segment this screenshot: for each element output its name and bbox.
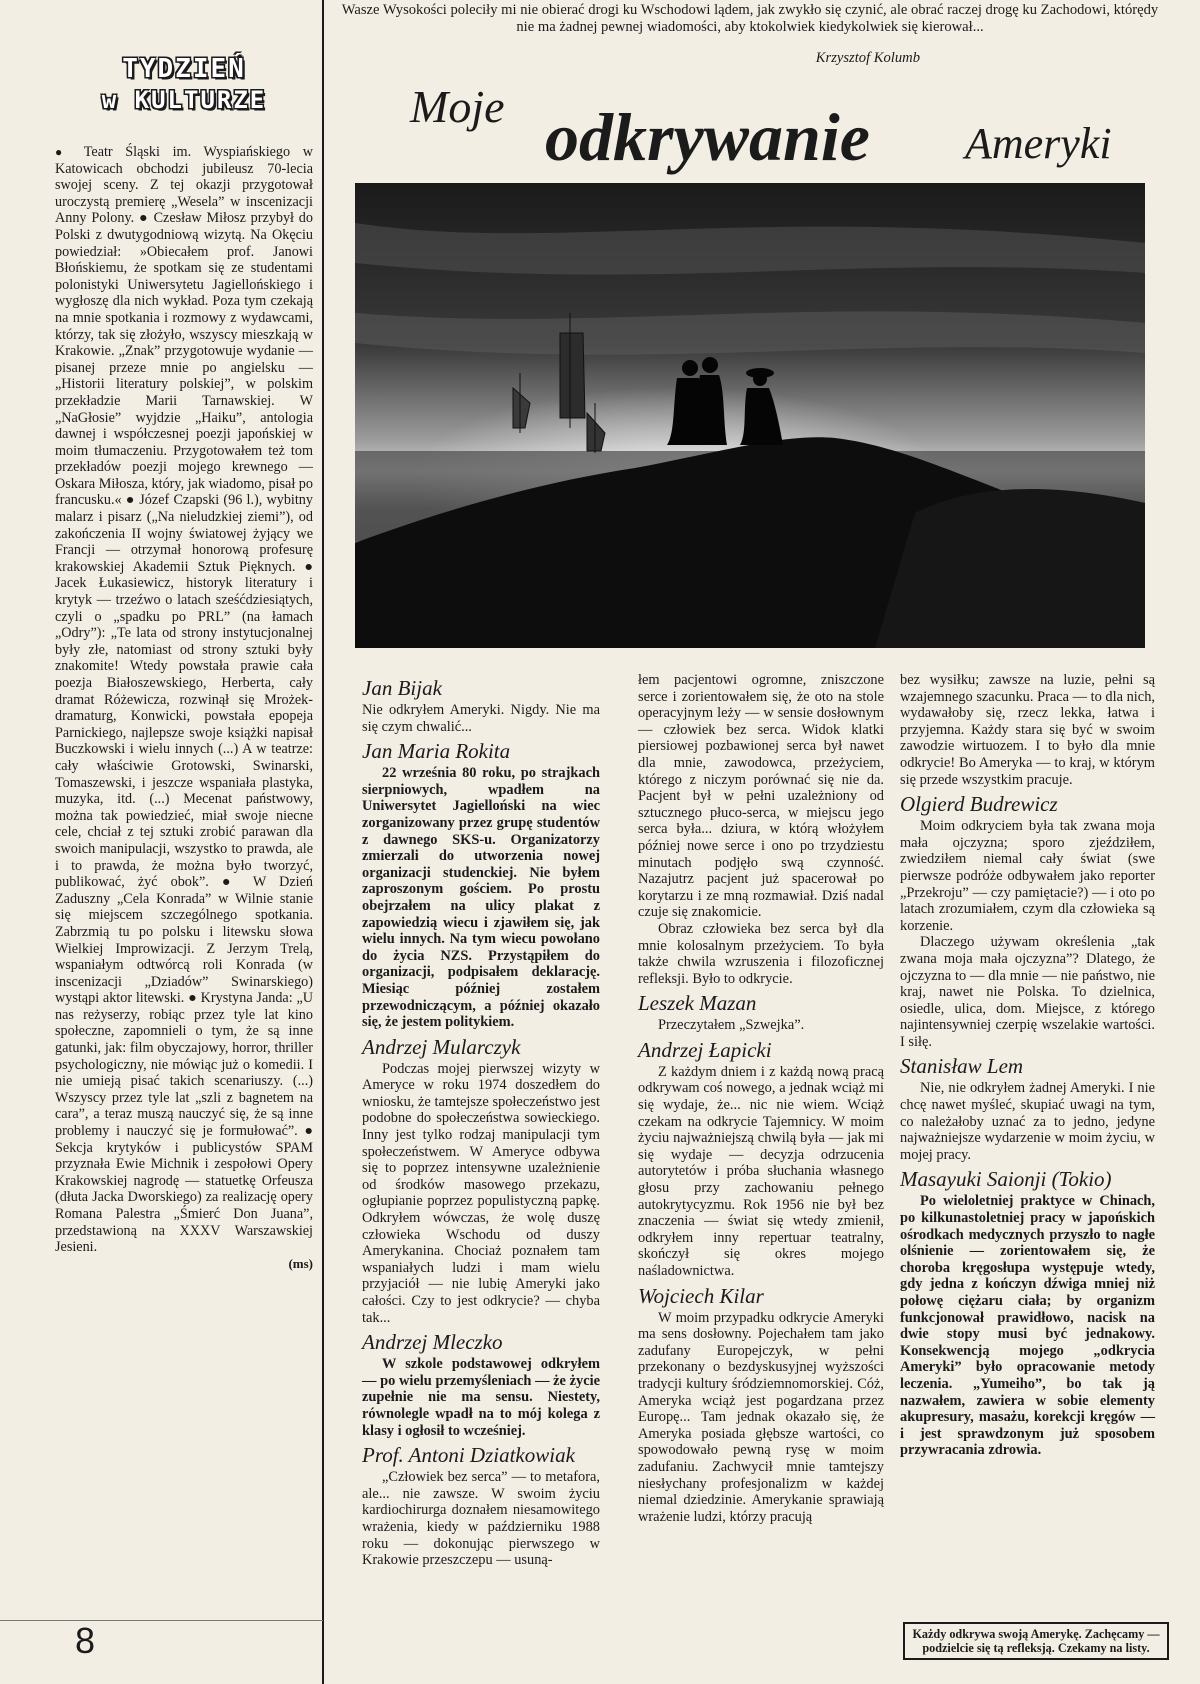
author-statement: Moim odkryciem była tak zwana moja mała ojczyzna; sporo zjeździłem, zwiedziłem niemal cały świat (swe pierwsze podróże odbywałem jako reporter „Przekroju” — czy pamiętacie?) — i oto po latach zrozumiałem, czym dla człowieka są korzenie. xyxy=(900,818,1155,934)
author-statement: Dlaczego używam określenia „tak zwana moja mała ojczyzna”? Dlatego, że ojczyzna to — dla mnie — nie państwo, nie kraj, nawet nie Polska. To dzielnica, osiedle, ulica, dom. Miejsce, z którego najintensywniej czerpię wszelakie wartości. I siłę. xyxy=(900,934,1155,1050)
sidebar-signature: (ms) xyxy=(288,1255,313,1271)
bullet-icon: ● xyxy=(55,145,72,159)
sidebar-tydzien-w-kulturze xyxy=(55,40,313,1272)
author-name: Masayuki Saionji (Tokio) xyxy=(900,1167,1112,1192)
author-statement: Nie odkryłem Ameryki. Nigdy. Nie ma się czym chwalić... xyxy=(362,702,600,735)
author-name: Olgierd Budrewicz xyxy=(900,792,1058,817)
author-statement: Z każdym dniem i z każdą nową pracą odkrywam coś nowego, a jednak wciąż mi się wydaje, że... nic nie wiem. Wciąż czekam na odkrycie Tajemnicy. W moim życiu najważniejszą chwilą była — jak mi się wydaje — decyzja odrzucenia autorytetów i próba słuchania własnego głosu przy zachowaniu pełnego autokrytycyzmu. Rok 1956 nie był bez znaczenia — świat się wtedy zmienił, odkryłem inny repertuar teatralny, skończył się okres mojego naśladownictwa. xyxy=(638,1063,884,1279)
author-statement: Przeczytałem „Szwejka”. xyxy=(658,1017,805,1034)
article-title-word1: Moje xyxy=(410,81,505,132)
author-statement: „Człowiek bez serca” — to metafora, ale... nie zawsze. W swoim życiu kardiochirurga doznałem niesamowitego wrażenia, kiedy w październiku 1988 roku — dokonując pierwszego w Krakowie przeszczepu — usuną- xyxy=(362,1469,600,1569)
author-statement: Nie, nie odkryłem żadnej Ameryki. I nie chcę nawet myśleć, skupiać uwagi na tym, co należałoby uznać za to jedno, jedyne najważniejsze wydarzenie w moim życiu, w mojej pracy. xyxy=(900,1080,1155,1163)
author-statement: Podczas mojej pierwszej wizyty w Ameryce w roku 1974 doszedłem do wniosku, że tamtejsze społeczeństwo jest podobne do społeczeństwa sowieckiego. Inny jest tylko rodzaj manipulacji tym społeczeństwem. W Ameryce odbywa się to poprzez intensywne uzależnienie od środków masowego przekazu, ogłupianie poprzez populistyczną papkę. Odkryłem wówczas, że wolę duszę człowieka Wschodu od duszy Amerykanina. Chociaż poznałem tam wspaniałych ludzi i mam wielu przyjaciół — nie lubię Ameryki jako całości. Czy to jest odkrycie? — chyba tak... xyxy=(362,1060,600,1326)
sidebar-text: Teatr Śląski im. Wyspiańskiego w Katowicach obchodzi jubileusz 70-lecia swojej sceny. Z tej okazji przygotował uroczystą premierę „Wesela” w inscenizacji Anny Polony. ● Czesław Miłosz przybył do Polski z dwutygodniową wizytą. Na Okęciu powiedział: »Obiecałem prof. Janowi Błońskiemu, że spotkam się ze studentami polonistyki Uniwersytetu Jagiellońskiego i wygłoszę dla nich wykład. Poza tym czekają na mnie spotkania i rozmowy z wydawcami, którzy, tak się złożyło, wszyscy mieszkają w Krakowie. „Znak” przygotowuje wydanie — pisanej przeze mnie po angielsku — „Historii literatury polskiej”, w polskim przekładzie Marii Tarnawskiej. W „NaGłosie” wyjdzie „Haiku”, antologia dawnej i współczesnej poezji japońskiej w moim tłumaczeniu. Przygotowałem też tom przekładów poezji mojego krewnego — Oskara Miłosza, który, jak wiadomo, pisał po francusku.« ● Józef Czapski (96 l.), wybitny malarz i pisarz („Na nieludzkiej ziemi”), od zakończenia II wojny światowej żyjący we Francji — otrzymał honorową profesurę krakowskiej Akademii Sztuk Pięknych. ● Jacek Łukasiewicz, historyk literatury i krytyk — trzeźwo o latach sześćdziesiątych, czyli o „spadku po PRL” (na łamach „Odry”): „Te lata od strony instytucjonalnej były złe, natomiast od strony sztuki były znakomite! Wtedy powstała prawie cała poezja Białoszewskiego, Herberta, cały dramat Różewicza, rozwinął się Mrożek-dramaturg, Konwicki, powstała epopeja Parnickiego, najlepsze swoje książki napisał Buczkowski i wielu innych (...) A w teatrze: cały właściwie Grotowski, Swinarski, Tomaszewski, i jeszcze wspaniała plastyka, muzyka, itd. (...) Mecenat państwowy, można tak powiedzieć, miał swoje niecne cele, chciał z tej sztuki zrobić parawan dla swoich manipulacji, wszystko to prawda, ale i to prawda, że można było tworzyć, publikować, żyć obok”. ● W Dzień Zaduszny „Cela Konrada” w Wilnie stanie się miejscem szczególnego spotkania. Zabrzmią tu po polsku i litewsku słowa Wielkiej Improwizacji. Z Jerzym Trelą, wspaniałym odtwórcą roli Konrada (w inscenizacji „Dziadów” Swinarskiego) wystąpi aktor litewski. ● Krystyna Janda: „U nas reżyserzy, robiąc przez tyle lat kino społeczne, zapomnieli o tym, że są inne gatunki, jak: film obyczajowy, horror, thriller psychologiczny, nie mówiąc już o komedii. I nie umieją pisać takich scenariuszy. (...) Wszyscy przez tyle lat „szli z bagnetem na cara”, a teraz muszą nauczyć się, że są inne problemy i nauczyć się je formułować”. ● Sekcja krytyków i publicystów SPAM przyznała Ewie Michnik i zespołowi Opery Krakowskiej nagrodę — statuetkę Orfeusza (dłuta Jacka Dworskiego) za realizację opery Romana Palestra „Śmierć Don Juana”, przedstawioną na XXXV Warszawskiej Jesieni. xyxy=(55,144,313,1256)
author-statement: łem pacjentowi ogromne, zniszczone serce i zorientowałem się, że oto na stole operacyjnym leży — w sensie dosłownym — człowiek bez serca. Widok klatki piersiowej pozbawionej serca był nawet dla mnie, zawodowca, przeżyciem, którego z niczym porównać się nie da. Pacjent był w pełni uzależniony od sztucznego płuco-serca, w miejscu jego serca była... dziura, w którą włożyłem później nowe serce i ono po trzydziestu minutach podjęło swą czynność. Nazajutrz pacjent już spacerował po korytarzu i ze mną rozmawiał. Dziś nadal czuje się znakomicie. xyxy=(638,672,884,921)
epigraph: Wasze Wysokości poleciły mi nie obierać drogi ku Wschodowi lądem, jak zwykło się czynić, ale obrać raczej drogę ku Zachodowi, którędy nie ma żadnej pewnej wiadomości, aby ktokolwiek kiedykolwiek się kierował... xyxy=(341,2,1159,35)
author-name: Andrzej Mularczyk xyxy=(362,1034,521,1059)
author-name: Prof. Antoni Dziatkowiak xyxy=(362,1443,575,1468)
article-title-word2: odkrywanie xyxy=(545,99,870,175)
author-statement: W moim przypadku odkrycie Ameryki ma sens dosłowny. Pojechałem tam jako zadufany Europejczyk, w pełni przekonany o bezdyskusyjnej wyższości tradycji kultury śródziemnomorskiej. Cóż, Ameryka wciąż jest pogardzana przez Europę... Tam jednak okazało się, że Ameryka posiada głębsze wartości, co spowodowało pewną rysę w moim zadufaniu. Zachwycił mnie tamtejszy niesłychany profesjonalizm w każdej niemal dziedzinie. Amerykanie sprawiają wrażenie ludzi, którzy pracują xyxy=(638,1309,884,1525)
author-name: Wojciech Kilar xyxy=(638,1283,764,1308)
author-name: Andrzej Łapicki xyxy=(638,1037,772,1062)
article-column-2 xyxy=(638,672,884,1525)
article-title-word3: Ameryki xyxy=(965,119,1112,168)
sidebar-heading-line1: TYDZIEŃ xyxy=(122,54,246,84)
reader-call-box: Każdy odkrywa swoją Amerykę. Zachęcamy — podzielcie się tą refleksją. Czekamy na listy. xyxy=(903,1622,1169,1660)
sidebar-body xyxy=(55,144,313,1256)
painting-rock xyxy=(875,489,1145,648)
painting-illustration xyxy=(355,183,1145,648)
author-statement: bez wysiłku; zawsze na luzie, pełni są wzajemnego szacunku. Praca — to dla nich, wydawałoby się, rzecz lekka, łatwa i przyjemna. Każdy stara się być w swoim zawodzie wirtuozem. I to było dla mnie odkrycie! Bo Ameryka — to kraj, w którym się przede wszystkim pracuje. xyxy=(900,672,1155,788)
author-name: Jan Maria Rokita xyxy=(362,739,511,764)
author-statement: W szkole podstawowej odkryłem — po wielu przemyśleniach — że życie zupełnie nie ma sensu. Niestety, równolegle wpadł na to mój kolega z klasy i ogłosił to wcześniej. xyxy=(362,1356,600,1439)
footer-rule xyxy=(0,1620,323,1621)
sidebar-heading-line2: w KULTURZE xyxy=(101,86,267,114)
author-statement: 22 września 80 roku, po strajkach sierpniowych, wpadłem na Uniwersytet Jagielloński na wiec zorganizowany przez grupę studentów z dawnego SKS-u. Organizatorzy zmierzali do utworzenia nowej organizacji studenckiej. Nie byłem zaproszonym gościem. Po prostu obejrzałem na ulicy plakat z zapowiedzią wiecu i zjawiłem się, jak wielu innych. Na tym wiecu powołano do życia NZS. Przystąpiłem do organizacji, podpisałem deklarację. Miesiąc później zostałem przewodniczącym, a później okazało się, że jestem politykiem. xyxy=(362,765,600,1031)
author-name: Stanisław Lem xyxy=(900,1054,1024,1079)
article-column-3 xyxy=(900,672,1155,1459)
page-number: 8 xyxy=(75,1620,96,1661)
article-column-1 xyxy=(362,672,600,1569)
author-statement: Po wieloletniej praktyce w Chinach, po kilkunastoletniej pracy w japońskich ośrodkach medycznych przyszło to nagłe olśnienie — zorientowałem się, że choroba kręgosłupa występuje wtedy, gdy jedna z kończyn dźwiga mniej niż połowę ciężaru ciała; by organizm funkcjonował prawidłowo, nacisk na dwie stopy musi być jednakowy. Konsekwencją mojego „odkrycia Ameryki” było opracowanie metody leczenia. „Yumeiho”, bo tak ją nazwałem, zawiera w sobie elementy akupresury, masażu, korekcji kręgów — i jest sprawdzonym już sposobem przywracania zdrowia. xyxy=(900,1193,1155,1459)
author-statement: Obraz człowieka bez serca był dla mnie kolosalnym przeżyciem. To była także chwila wzruszenia i filozoficznej refleksji. Było to odkrycie. xyxy=(638,920,884,987)
author-name: Andrzej Mleczko xyxy=(362,1330,503,1355)
author-name: Jan Bijak xyxy=(362,676,442,700)
epigraph-author: Krzysztof Kolumb xyxy=(815,50,920,66)
column-divider xyxy=(322,0,324,1684)
author-name: Leszek Mazan xyxy=(638,991,757,1016)
